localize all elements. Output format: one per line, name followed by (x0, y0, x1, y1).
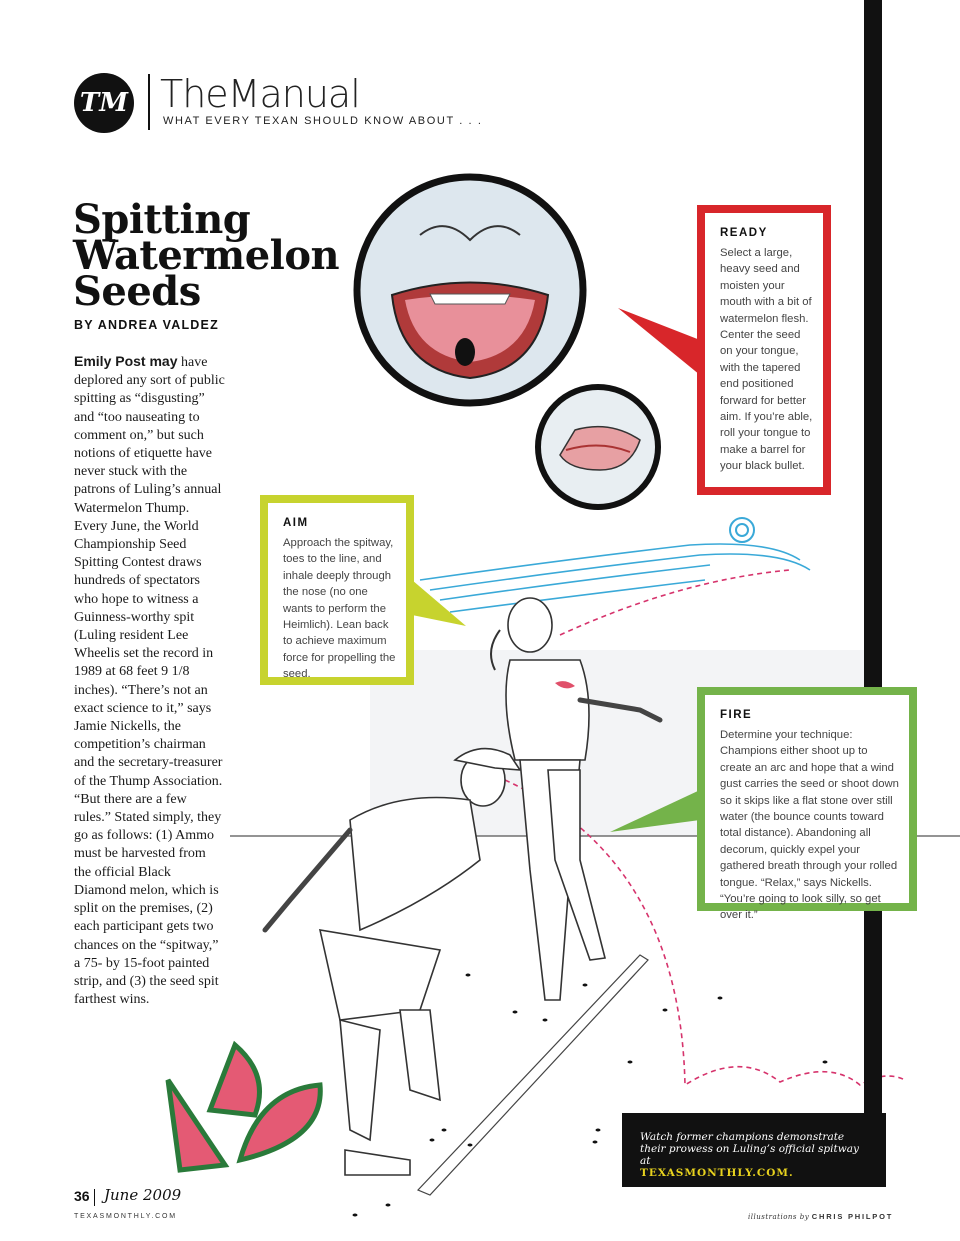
headline-line: Spitting (73, 196, 251, 243)
issue-date: June 2009 (104, 1186, 182, 1204)
promo-link[interactable]: TEXASMONTHLY.COM. (640, 1167, 794, 1179)
article-body-text: have deplored any sort of public spitting as “disgusting” and “too nauseating to comment on,” but such notions of etiquette have never stuck with the patrons of Luling’s annual Watermelon Thump. Every June, the World Championship Seed Spitting Contest draws hundreds of spectators who hope to witness a Guinness-worthy spit (Luling resident Lee Wheelis set the record in 1989 at 68 feet 9 1/8 inches). “There’s not an exact science to it,” says Jamie Nickells, the competition’s chairman and the secretary-treasurer of the Thump Association. “But there are a few rules.” Stated simply, they go as follows: (1) Ammo must be harvested from the official Black Diamond melon, which is split on the premises, (2) each participant gets two chances on the “spitway,” a 75- by 15-foot painted strip, and (3) the seed spit farthest wins. (74, 355, 225, 1008)
callout-title: READY (720, 227, 768, 239)
wind-lines (420, 544, 810, 612)
credit-name: CHRIS PHILPOT (811, 1212, 894, 1221)
headline-line: Seeds (73, 268, 201, 315)
article-headline (73, 196, 363, 315)
section-title: TheManual (160, 72, 360, 116)
web-promo-box (622, 1113, 886, 1187)
callout-aim (260, 495, 414, 685)
logo-text: TM (79, 88, 129, 118)
wind-swirl-icon (730, 518, 754, 542)
tm-logo (74, 73, 134, 133)
spitway-line (418, 955, 648, 1195)
headline-line: Watermelon (73, 232, 340, 279)
callout-text: Determine your technique: Champions either shoot up to create an arc and hope that a wind gust carries the seed or shoot down so it skips like a flat stone over still water (the bounce counts toward total distance). Abandoning all decorum, quickly expel your gathered breath through your rolled tongue. “Relax,” says Nickells. “You’re going to look silly, so get over it.” (720, 729, 899, 922)
page-edge-bar (864, 0, 882, 1125)
watermelon-slice-icon (168, 1045, 320, 1170)
aim-pointer (412, 580, 466, 626)
tongue-closeup (538, 387, 658, 507)
credit-label: illustrations by (748, 1213, 810, 1221)
page-number: 36 (74, 1188, 90, 1204)
section-subtitle: WHAT EVERY TEXAN SHOULD KNOW ABOUT . . . (163, 115, 483, 127)
illustration-credit (748, 1212, 893, 1221)
ready-pointer (618, 308, 700, 375)
byline: BY ANDREA VALDEZ (74, 318, 219, 332)
callout-title: FIRE (720, 709, 753, 721)
callout-fire (697, 687, 917, 922)
footer-site: TEXASMONTHLY.COM (74, 1213, 177, 1220)
callout-title: AIM (283, 517, 309, 529)
callout-text: Approach the spitway, toes to the line, and inhale deeply through the nose (no one wants to perform the Heimlich). Lean back to achieve maximum force for propelling the seed. (283, 537, 396, 681)
folio-divider (94, 1189, 95, 1206)
header-divider (148, 74, 150, 130)
callout-text: Select a large, heavy seed and moisten your mouth with a bit of watermelon flesh. Center the seed on your tongue, with the tapered end positioned forward for better aim. If you’re able, roll your tongue to make a barrel for your black bullet. (720, 247, 813, 473)
promo-text: Watch former champions demonstrate their prowess on Luling’s official spitway at (640, 1131, 859, 1167)
article-lead: Emily Post may (74, 353, 178, 369)
article-body (74, 352, 226, 1009)
mouth-closeup (357, 177, 583, 403)
callout-ready (697, 205, 831, 495)
